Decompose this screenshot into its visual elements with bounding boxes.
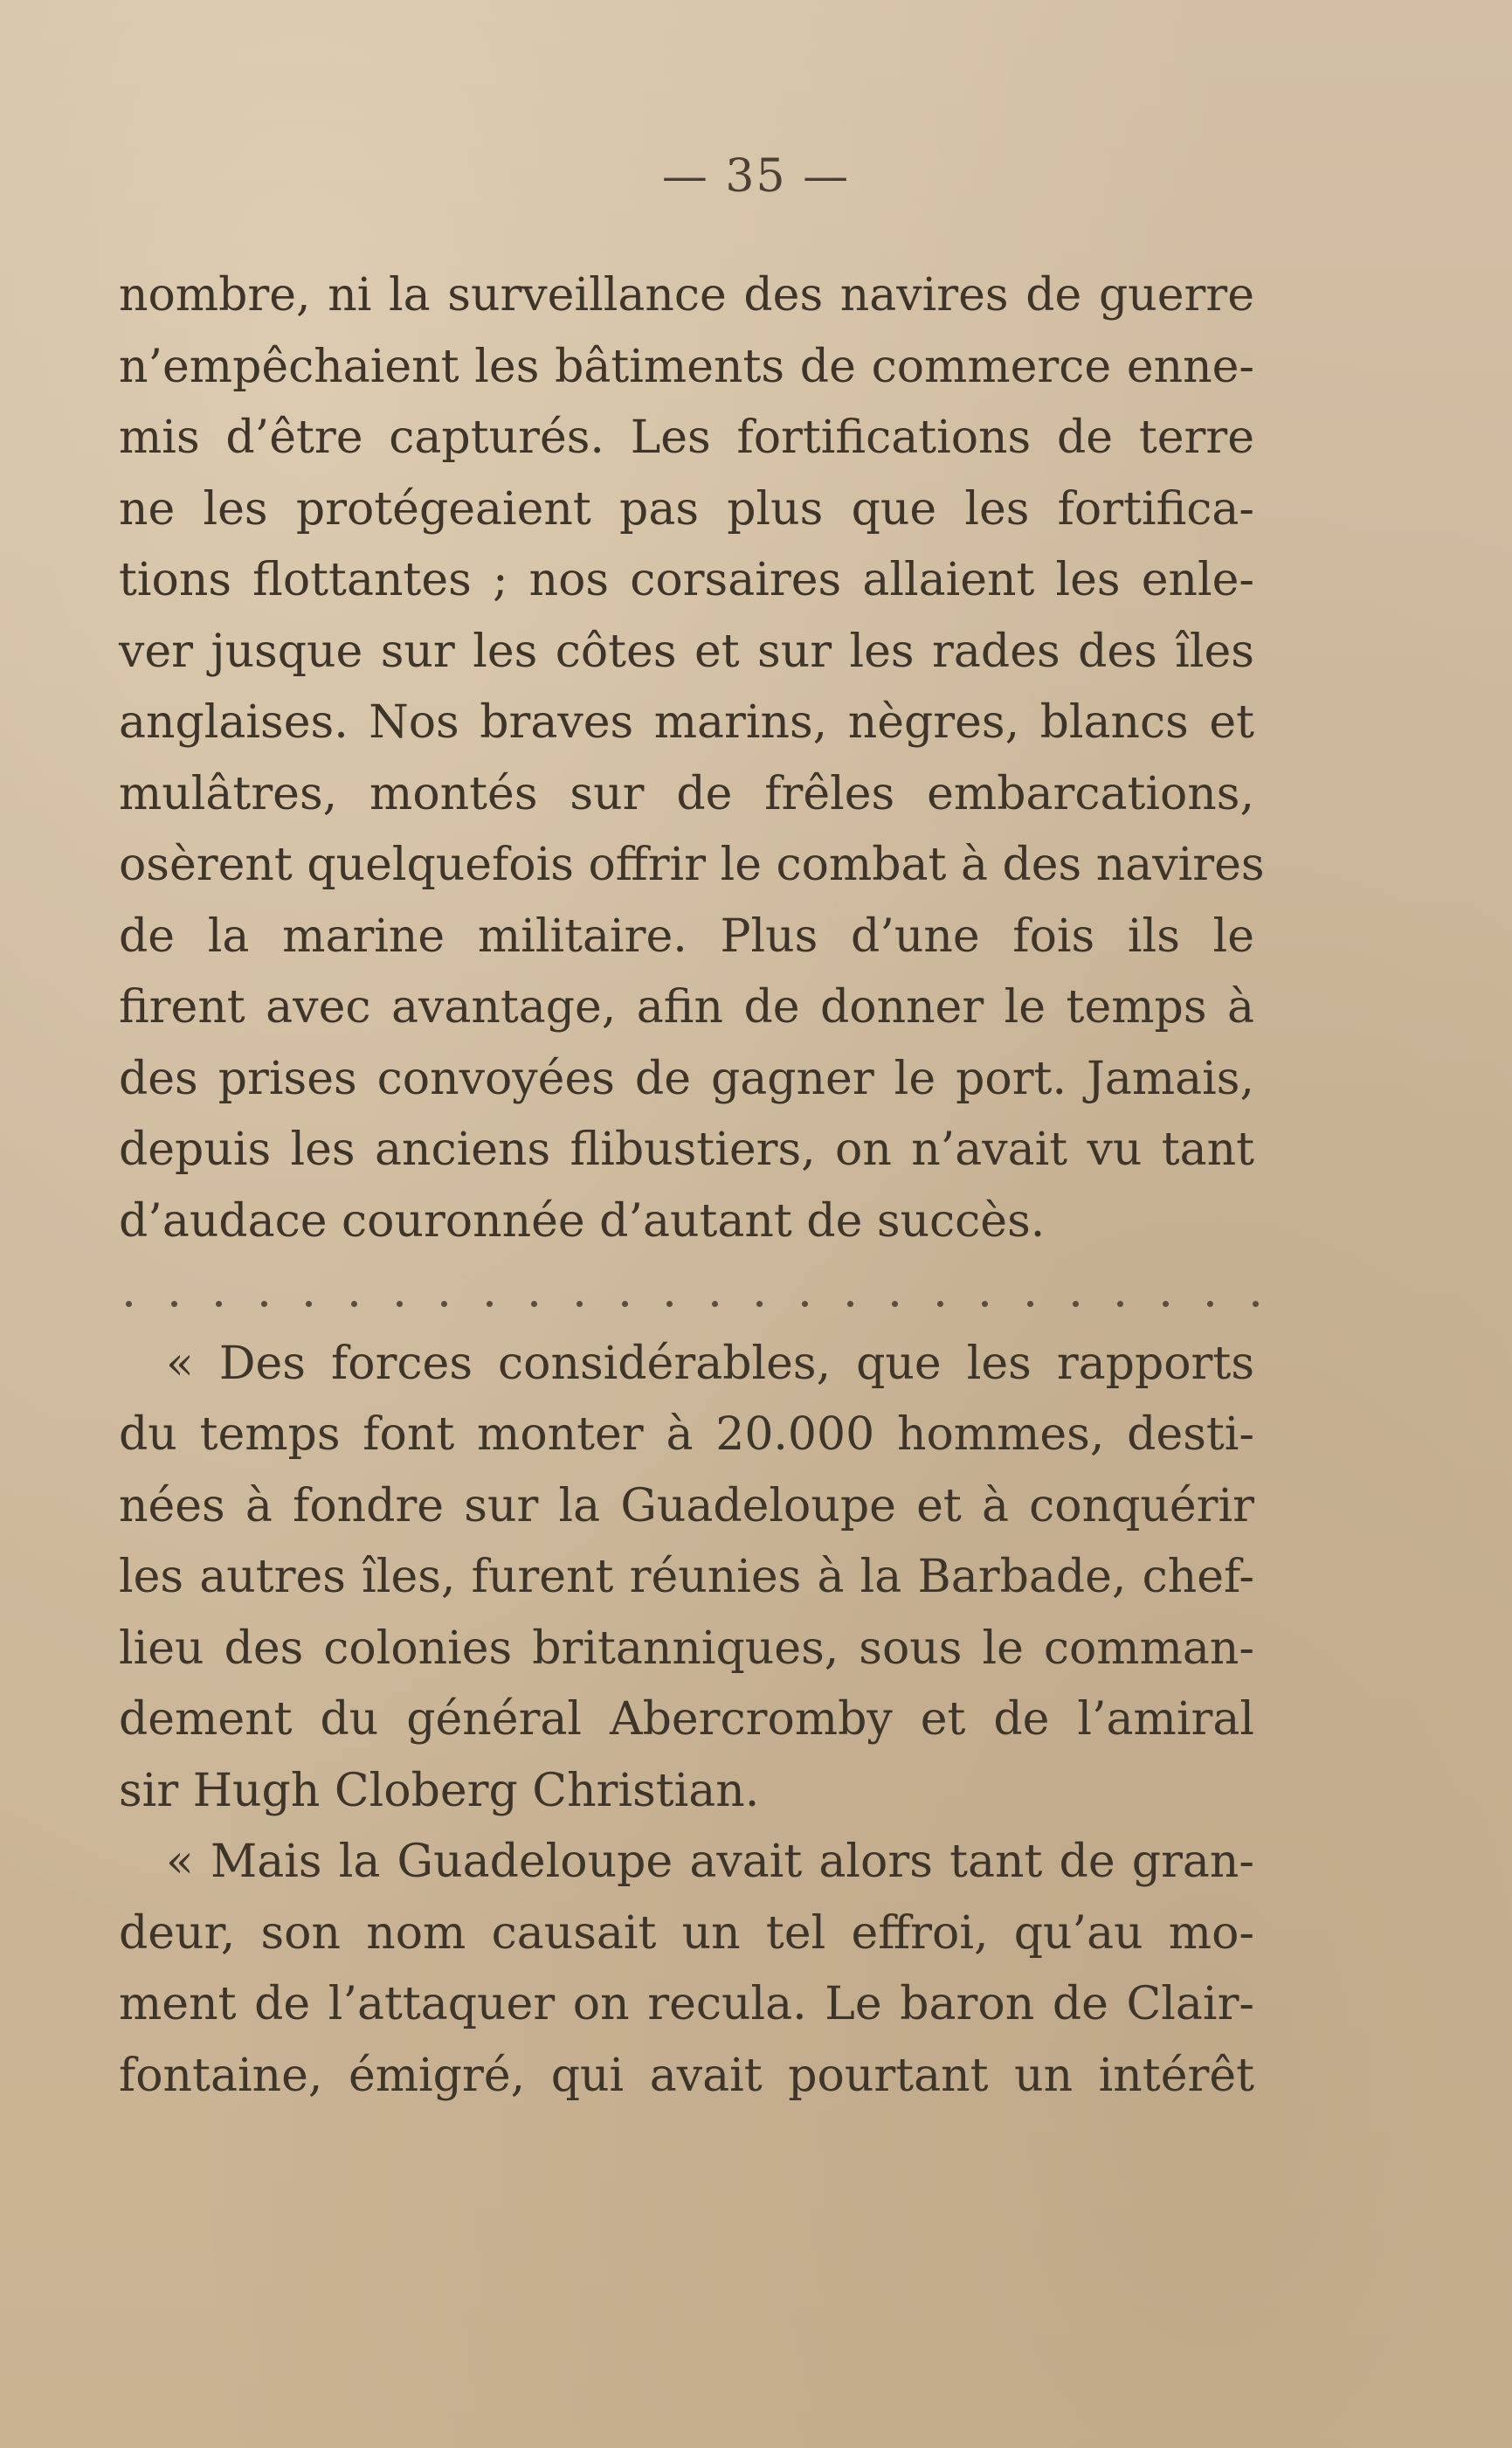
ellipsis-dot [1163,1301,1169,1307]
text-line: osèrent quelquefois offrir le combat à des navires [119,839,1265,891]
text-line: nombre, ni la surveillance des navires de guerre [119,269,1254,322]
text-line: nées à fondre sur la Guadeloupe et à conquérir [119,1479,1254,1532]
body-text [119,260,1265,2112]
text-line: ment de l’attaquer on recula. Le baron de Clair- [119,1978,1254,2030]
text-line: mis d’être capturés. Les fortifications de terre [119,411,1254,464]
text-line: ne les protégeaient pas plus que les fortifica- [119,482,1254,536]
text-line: depuis les anciens flibustiers, on n’avait vu tant [119,1124,1254,1176]
ellipsis-dot [712,1301,718,1307]
ellipsis-dot [261,1301,267,1307]
text-line: lieu des colonies britanniques, sous le comman- [119,1622,1254,1675]
ellipsis-dot [622,1301,628,1307]
ellipsis-dot [892,1301,898,1307]
ellipsis-dot [937,1301,943,1307]
ellipsis-dot [216,1301,222,1307]
ellipsis-dot [397,1301,403,1307]
text-line: « Des forces considérables, que les rapports [166,1337,1254,1390]
ellipsis-dot [487,1301,493,1307]
text-line: firent avec avantage, afin de donner le temps à [119,981,1254,1034]
text-line: tions flottantes ; nos corsaires allaient les enle- [119,554,1254,606]
ellipsis-dot [1253,1301,1259,1307]
text-line: les autres îles, furent réunies à la Barbade, chef- [119,1551,1254,1603]
page-number: — 35 — [661,150,851,203]
text-line: ver jusque sur les côtes et sur les rades des îles [119,625,1254,678]
text-line: deur, son nom causait un tel effroi, qu’au mo- [119,1906,1254,1960]
text-line: mulâtres, montés sur de frêles embarcations, [119,767,1254,820]
ellipsis-dot [441,1301,447,1307]
text-line: des prises convoyées de gagner le port. Jamais, [119,1052,1254,1105]
ellipsis-dot [306,1301,312,1307]
text-line: sir Hugh Cloberg Christian. [119,1764,760,1817]
ellipsis-dot [666,1301,673,1307]
ellipsis-dot [1073,1301,1079,1307]
ellipsis-dot [576,1301,583,1307]
text-line: d’audace couronnée d’autant de succès. [119,1194,1046,1248]
ellipsis-dot [1207,1301,1213,1307]
text-line: « Mais la Guadeloupe avait alors tant de gran- [166,1836,1254,1888]
text-line: dement du général Abercromby et de l’amiral [119,1693,1254,1746]
ellipsis-dot [1027,1301,1033,1307]
ellipsis-dot [802,1301,808,1307]
text-line: du temps font monter à 20.000 hommes, desti- [119,1408,1254,1461]
ellipsis-dot [982,1301,988,1307]
ellipsis-dot [171,1301,177,1307]
ellipsis-dot [351,1301,357,1307]
ellipsis-dot [531,1301,537,1307]
ellipsis-dot [756,1301,763,1307]
ellipsis-dot [1117,1301,1123,1307]
text-line: anglaises. Nos braves marins, nègres, blancs et [119,696,1254,749]
text-line: fontaine, émigré, qui avait pourtant un intérêt [119,2049,1254,2102]
ellipsis-separator [119,1257,1254,1329]
ellipsis-dot [847,1301,853,1307]
text-line: de la marine militaire. Plus d’une fois ils le [119,909,1254,963]
text-line: n’empêchaient les bâtiments de commerce enne- [119,340,1254,393]
ellipsis-dot [126,1301,132,1307]
